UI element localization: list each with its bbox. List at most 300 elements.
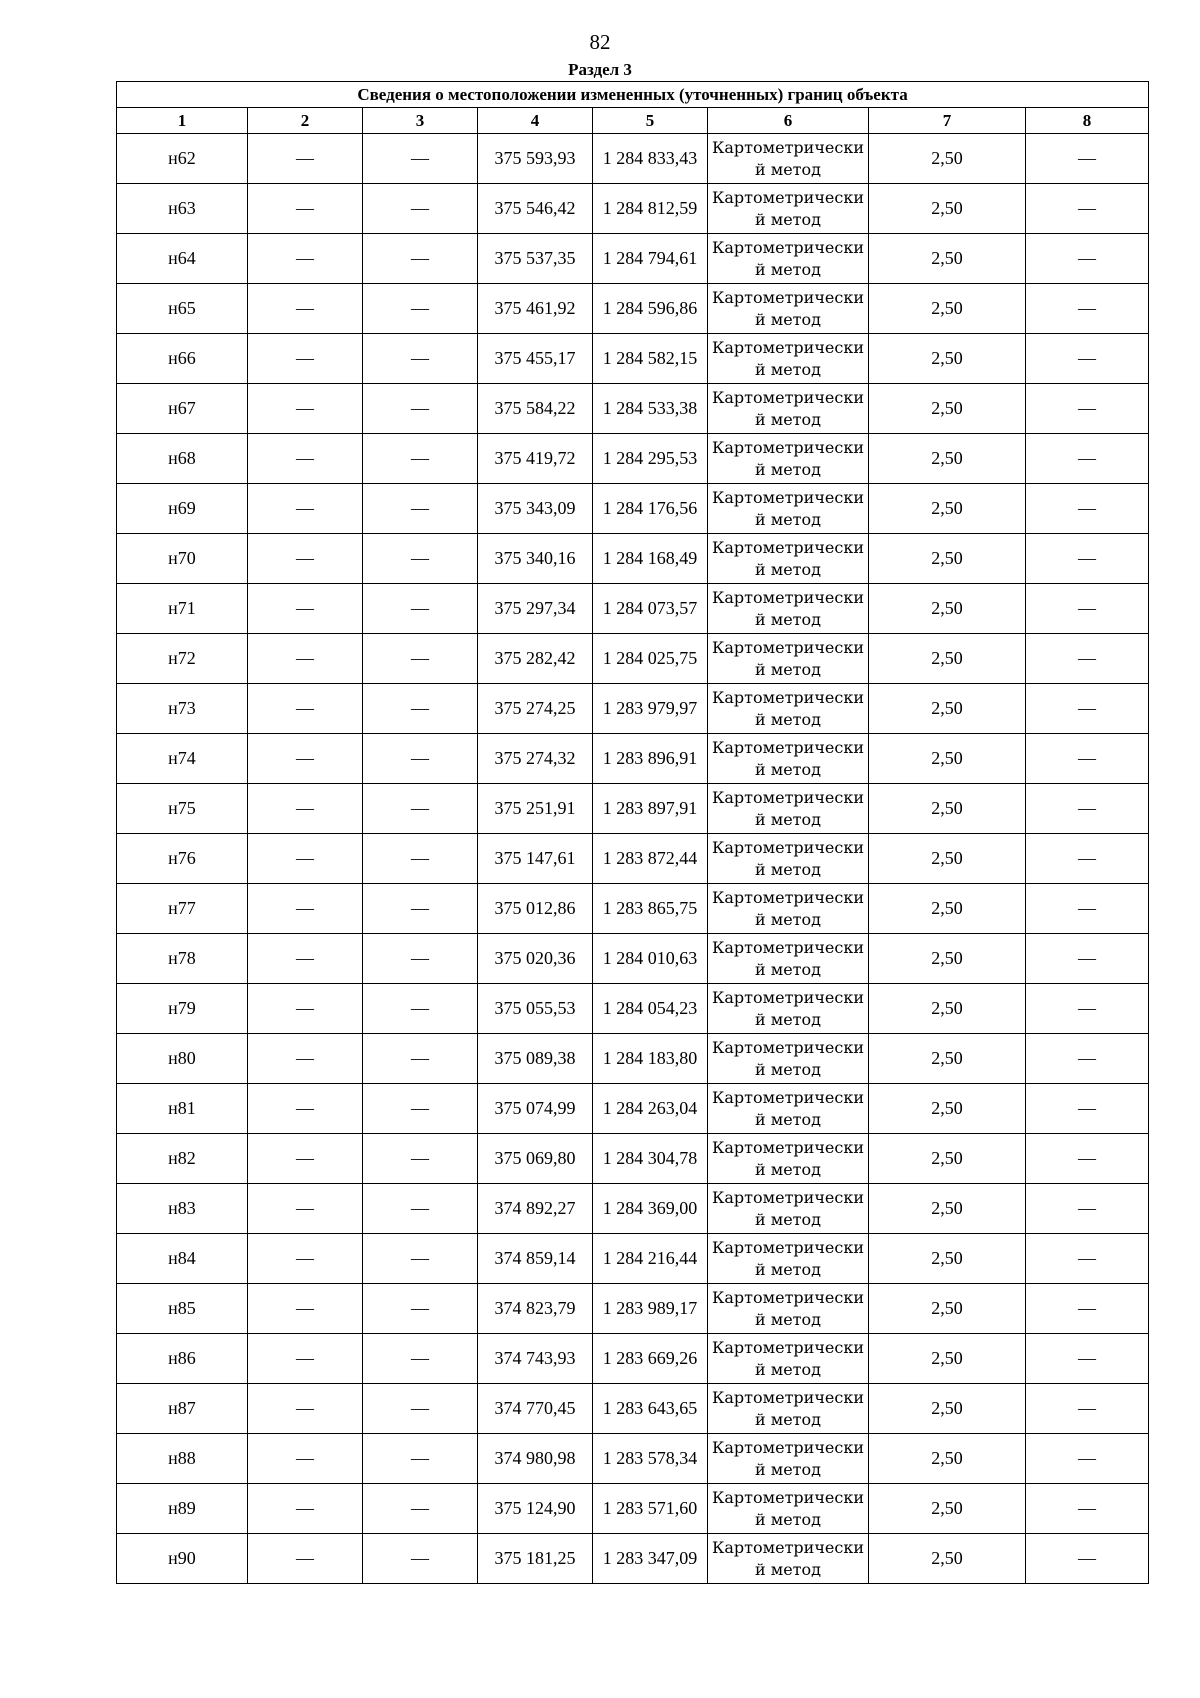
empty-value-cell: — xyxy=(363,1134,478,1184)
accuracy-cell: 2,50 xyxy=(869,984,1026,1034)
y-coordinate-cell: 1 284 833,43 xyxy=(593,134,708,184)
empty-value-cell: — xyxy=(1026,584,1149,634)
y-coordinate-cell: 1 283 896,91 xyxy=(593,734,708,784)
empty-value-cell: — xyxy=(363,784,478,834)
x-coordinate-cell: 374 743,93 xyxy=(478,1334,593,1384)
point-cell: н68 xyxy=(117,434,248,484)
x-coordinate-cell: 375 282,42 xyxy=(478,634,593,684)
method-text-line: Картометрически xyxy=(712,1237,864,1257)
method-text-line: Картометрически xyxy=(712,137,864,157)
accuracy-cell: 2,50 xyxy=(869,134,1026,184)
empty-value-cell: — xyxy=(1026,1484,1149,1534)
empty-value-cell: — xyxy=(1026,384,1149,434)
point-cell: н73 xyxy=(117,684,248,734)
empty-value-cell: — xyxy=(363,1334,478,1384)
empty-value-cell: — xyxy=(248,134,363,184)
method-cell xyxy=(708,1234,869,1284)
method-text-line: й метод xyxy=(755,1109,821,1129)
empty-value-cell: — xyxy=(1026,984,1149,1034)
empty-value-cell: — xyxy=(363,684,478,734)
empty-value-cell: — xyxy=(363,634,478,684)
method-text-line: й метод xyxy=(755,409,821,429)
empty-value-cell: — xyxy=(363,534,478,584)
y-coordinate-cell: 1 284 176,56 xyxy=(593,484,708,534)
accuracy-cell: 2,50 xyxy=(869,1084,1026,1134)
method-text-line: Картометрически xyxy=(712,437,864,457)
accuracy-cell: 2,50 xyxy=(869,1484,1026,1534)
empty-value-cell: — xyxy=(363,934,478,984)
method-text-line: й метод xyxy=(755,1559,821,1579)
table-row xyxy=(117,1034,1149,1084)
accuracy-cell: 2,50 xyxy=(869,634,1026,684)
method-text-line: й метод xyxy=(755,159,821,179)
point-cell: н79 xyxy=(117,984,248,1034)
point-cell: н83 xyxy=(117,1184,248,1234)
method-cell xyxy=(708,134,869,184)
table-row xyxy=(117,1534,1149,1584)
method-cell xyxy=(708,434,869,484)
column-header: 2 xyxy=(248,108,363,134)
empty-value-cell: — xyxy=(1026,284,1149,334)
empty-value-cell: — xyxy=(1026,1184,1149,1234)
point-cell: н85 xyxy=(117,1284,248,1334)
x-coordinate-cell: 375 074,99 xyxy=(478,1084,593,1134)
table-row xyxy=(117,834,1149,884)
x-coordinate-cell: 375 297,34 xyxy=(478,584,593,634)
y-coordinate-cell: 1 284 596,86 xyxy=(593,284,708,334)
x-coordinate-cell: 375 181,25 xyxy=(478,1534,593,1584)
method-text-line: Картометрически xyxy=(712,1187,864,1207)
empty-value-cell: — xyxy=(363,134,478,184)
empty-value-cell: — xyxy=(1026,184,1149,234)
x-coordinate-cell: 375 274,32 xyxy=(478,734,593,784)
empty-value-cell: — xyxy=(248,434,363,484)
point-cell: н81 xyxy=(117,1084,248,1134)
method-text-line: Картометрически xyxy=(712,1437,864,1457)
method-text-line: Картометрически xyxy=(712,837,864,857)
empty-value-cell: — xyxy=(1026,1084,1149,1134)
empty-value-cell: — xyxy=(1026,334,1149,384)
accuracy-cell: 2,50 xyxy=(869,1434,1026,1484)
accuracy-cell: 2,50 xyxy=(869,1534,1026,1584)
accuracy-cell: 2,50 xyxy=(869,484,1026,534)
method-text-line: й метод xyxy=(755,959,821,979)
y-coordinate-cell: 1 284 168,49 xyxy=(593,534,708,584)
table-row xyxy=(117,1384,1149,1434)
point-cell: н70 xyxy=(117,534,248,584)
empty-value-cell: — xyxy=(363,734,478,784)
empty-value-cell: — xyxy=(248,384,363,434)
y-coordinate-cell: 1 283 578,34 xyxy=(593,1434,708,1484)
empty-value-cell: — xyxy=(1026,1334,1149,1384)
empty-value-cell: — xyxy=(1026,884,1149,934)
table-row xyxy=(117,1334,1149,1384)
method-text-line: Картометрически xyxy=(712,1337,864,1357)
empty-value-cell: — xyxy=(248,284,363,334)
empty-value-cell: — xyxy=(363,1534,478,1584)
empty-value-cell: — xyxy=(1026,1284,1149,1334)
point-cell: н88 xyxy=(117,1434,248,1484)
point-cell: н65 xyxy=(117,284,248,334)
accuracy-cell: 2,50 xyxy=(869,1234,1026,1284)
empty-value-cell: — xyxy=(363,484,478,534)
y-coordinate-cell: 1 283 872,44 xyxy=(593,834,708,884)
table-row xyxy=(117,584,1149,634)
table-row xyxy=(117,1234,1149,1284)
x-coordinate-cell: 375 274,25 xyxy=(478,684,593,734)
method-text-line: Картометрически xyxy=(712,287,864,307)
point-cell: н63 xyxy=(117,184,248,234)
empty-value-cell: — xyxy=(248,1134,363,1184)
empty-value-cell: — xyxy=(248,734,363,784)
y-coordinate-cell: 1 283 989,17 xyxy=(593,1284,708,1334)
method-text-line: Картометрически xyxy=(712,1087,864,1107)
table-row xyxy=(117,734,1149,784)
method-text-line: Картометрически xyxy=(712,537,864,557)
x-coordinate-cell: 375 461,92 xyxy=(478,284,593,334)
x-coordinate-cell: 375 089,38 xyxy=(478,1034,593,1084)
method-text-line: Картометрически xyxy=(712,1387,864,1407)
method-cell xyxy=(708,1434,869,1484)
method-cell xyxy=(708,884,869,934)
empty-value-cell: — xyxy=(1026,1384,1149,1434)
empty-value-cell: — xyxy=(363,334,478,384)
method-text-line: й метод xyxy=(755,209,821,229)
point-cell: н66 xyxy=(117,334,248,384)
method-text-line: й метод xyxy=(755,309,821,329)
x-coordinate-cell: 375 020,36 xyxy=(478,934,593,984)
y-coordinate-cell: 1 284 183,80 xyxy=(593,1034,708,1084)
y-coordinate-cell: 1 283 643,65 xyxy=(593,1384,708,1434)
method-cell xyxy=(708,734,869,784)
point-cell: н74 xyxy=(117,734,248,784)
point-cell: н84 xyxy=(117,1234,248,1284)
y-coordinate-cell: 1 283 979,97 xyxy=(593,684,708,734)
accuracy-cell: 2,50 xyxy=(869,1134,1026,1184)
method-text-line: й метод xyxy=(755,759,821,779)
method-cell xyxy=(708,1084,869,1134)
accuracy-cell: 2,50 xyxy=(869,1184,1026,1234)
table-row xyxy=(117,484,1149,534)
table-row xyxy=(117,384,1149,434)
empty-value-cell: — xyxy=(1026,834,1149,884)
empty-value-cell: — xyxy=(1026,634,1149,684)
table-row xyxy=(117,134,1149,184)
x-coordinate-cell: 374 859,14 xyxy=(478,1234,593,1284)
accuracy-cell: 2,50 xyxy=(869,334,1026,384)
accuracy-cell: 2,50 xyxy=(869,284,1026,334)
method-cell xyxy=(708,934,869,984)
method-text-line: й метод xyxy=(755,1009,821,1029)
method-text-line: й метод xyxy=(755,609,821,629)
empty-value-cell: — xyxy=(363,1384,478,1434)
method-text-line: Картометрически xyxy=(712,487,864,507)
column-header: 1 xyxy=(117,108,248,134)
empty-value-cell: — xyxy=(248,584,363,634)
column-header: 6 xyxy=(708,108,869,134)
table-row xyxy=(117,534,1149,584)
empty-value-cell: — xyxy=(363,1234,478,1284)
empty-value-cell: — xyxy=(248,1284,363,1334)
accuracy-cell: 2,50 xyxy=(869,534,1026,584)
empty-value-cell: — xyxy=(363,1084,478,1134)
y-coordinate-cell: 1 284 794,61 xyxy=(593,234,708,284)
method-text-line: й метод xyxy=(755,1409,821,1429)
x-coordinate-cell: 375 584,22 xyxy=(478,384,593,434)
empty-value-cell: — xyxy=(248,984,363,1034)
method-cell xyxy=(708,984,869,1034)
point-cell: н80 xyxy=(117,1034,248,1084)
table-body xyxy=(117,134,1149,1584)
method-text-line: Картометрически xyxy=(712,737,864,757)
column-header: 4 xyxy=(478,108,593,134)
point-cell: н90 xyxy=(117,1534,248,1584)
x-coordinate-cell: 375 012,86 xyxy=(478,884,593,934)
table-row xyxy=(117,184,1149,234)
y-coordinate-cell: 1 284 054,23 xyxy=(593,984,708,1034)
point-cell: н64 xyxy=(117,234,248,284)
point-cell: н78 xyxy=(117,934,248,984)
y-coordinate-cell: 1 283 571,60 xyxy=(593,1484,708,1534)
y-coordinate-cell: 1 283 865,75 xyxy=(593,884,708,934)
accuracy-cell: 2,50 xyxy=(869,184,1026,234)
x-coordinate-cell: 375 055,53 xyxy=(478,984,593,1034)
table-row xyxy=(117,234,1149,284)
empty-value-cell: — xyxy=(1026,784,1149,834)
table-row xyxy=(117,284,1149,334)
method-text-line: й метод xyxy=(755,509,821,529)
y-coordinate-cell: 1 283 897,91 xyxy=(593,784,708,834)
method-text-line: Картометрически xyxy=(712,587,864,607)
table-row xyxy=(117,784,1149,834)
point-cell: н62 xyxy=(117,134,248,184)
method-text-line: Картометрически xyxy=(712,1287,864,1307)
point-cell: н76 xyxy=(117,834,248,884)
method-cell xyxy=(708,384,869,434)
y-coordinate-cell: 1 284 295,53 xyxy=(593,434,708,484)
empty-value-cell: — xyxy=(248,834,363,884)
method-cell xyxy=(708,334,869,384)
empty-value-cell: — xyxy=(363,1434,478,1484)
empty-value-cell: — xyxy=(248,1084,363,1134)
method-text-line: й метод xyxy=(755,459,821,479)
method-text-line: Картометрически xyxy=(712,637,864,657)
x-coordinate-cell: 375 340,16 xyxy=(478,534,593,584)
method-cell xyxy=(708,1284,869,1334)
method-text-line: й метод xyxy=(755,1359,821,1379)
method-text-line: Картометрически xyxy=(712,187,864,207)
column-header: 3 xyxy=(363,108,478,134)
method-text-line: й метод xyxy=(755,709,821,729)
method-text-line: й метод xyxy=(755,659,821,679)
method-text-line: й метод xyxy=(755,559,821,579)
empty-value-cell: — xyxy=(363,1184,478,1234)
empty-value-cell: — xyxy=(248,1184,363,1234)
empty-value-cell: — xyxy=(1026,1534,1149,1584)
point-cell: н86 xyxy=(117,1334,248,1384)
method-cell xyxy=(708,1134,869,1184)
x-coordinate-cell: 374 770,45 xyxy=(478,1384,593,1434)
method-cell xyxy=(708,1334,869,1384)
empty-value-cell: — xyxy=(248,1034,363,1084)
empty-value-cell: — xyxy=(363,384,478,434)
table-caption: Сведения о местоположении измененных (уточненных) границ объекта xyxy=(117,82,1149,108)
method-text-line: Картометрически xyxy=(712,887,864,907)
empty-value-cell: — xyxy=(1026,534,1149,584)
table-header-row xyxy=(117,108,1149,134)
x-coordinate-cell: 375 593,93 xyxy=(478,134,593,184)
empty-value-cell: — xyxy=(248,884,363,934)
method-cell xyxy=(708,834,869,884)
method-text-line: Картометрически xyxy=(712,1037,864,1057)
table-row xyxy=(117,334,1149,384)
method-cell xyxy=(708,1484,869,1534)
point-cell: н69 xyxy=(117,484,248,534)
point-cell: н89 xyxy=(117,1484,248,1534)
method-text-line: Картометрически xyxy=(712,337,864,357)
table-caption-row xyxy=(117,82,1149,108)
y-coordinate-cell: 1 284 812,59 xyxy=(593,184,708,234)
table-row xyxy=(117,884,1149,934)
empty-value-cell: — xyxy=(248,784,363,834)
method-cell xyxy=(708,1534,869,1584)
table-row xyxy=(117,1084,1149,1134)
method-text-line: Картометрически xyxy=(712,987,864,1007)
accuracy-cell: 2,50 xyxy=(869,234,1026,284)
empty-value-cell: — xyxy=(363,1034,478,1084)
method-text-line: Картометрически xyxy=(712,237,864,257)
column-header: 5 xyxy=(593,108,708,134)
accuracy-cell: 2,50 xyxy=(869,584,1026,634)
method-cell xyxy=(708,534,869,584)
method-text-line: й метод xyxy=(755,809,821,829)
empty-value-cell: — xyxy=(1026,1234,1149,1284)
y-coordinate-cell: 1 284 010,63 xyxy=(593,934,708,984)
empty-value-cell: — xyxy=(248,1334,363,1384)
method-text-line: й метод xyxy=(755,1509,821,1529)
y-coordinate-cell: 1 284 533,38 xyxy=(593,384,708,434)
empty-value-cell: — xyxy=(363,834,478,884)
accuracy-cell: 2,50 xyxy=(869,1034,1026,1084)
empty-value-cell: — xyxy=(248,334,363,384)
empty-value-cell: — xyxy=(1026,1134,1149,1184)
x-coordinate-cell: 375 537,35 xyxy=(478,234,593,284)
y-coordinate-cell: 1 284 304,78 xyxy=(593,1134,708,1184)
table-row xyxy=(117,1184,1149,1234)
x-coordinate-cell: 375 343,09 xyxy=(478,484,593,534)
point-cell: н67 xyxy=(117,384,248,434)
empty-value-cell: — xyxy=(248,184,363,234)
y-coordinate-cell: 1 284 073,57 xyxy=(593,584,708,634)
method-text-line: Картометрически xyxy=(712,937,864,957)
table-row xyxy=(117,434,1149,484)
empty-value-cell: — xyxy=(248,534,363,584)
empty-value-cell: — xyxy=(248,484,363,534)
empty-value-cell: — xyxy=(248,234,363,284)
method-text-line: й метод xyxy=(755,909,821,929)
table-row xyxy=(117,684,1149,734)
page-number: 82 xyxy=(589,30,611,54)
empty-value-cell: — xyxy=(363,1484,478,1534)
point-cell: н71 xyxy=(117,584,248,634)
empty-value-cell: — xyxy=(1026,234,1149,284)
empty-value-cell: — xyxy=(363,184,478,234)
point-cell: н75 xyxy=(117,784,248,834)
empty-value-cell: — xyxy=(248,1484,363,1534)
y-coordinate-cell: 1 284 582,15 xyxy=(593,334,708,384)
accuracy-cell: 2,50 xyxy=(869,884,1026,934)
empty-value-cell: — xyxy=(363,584,478,634)
empty-value-cell: — xyxy=(1026,734,1149,784)
method-text-line: й метод xyxy=(755,1059,821,1079)
y-coordinate-cell: 1 284 369,00 xyxy=(593,1184,708,1234)
y-coordinate-cell: 1 284 025,75 xyxy=(593,634,708,684)
y-coordinate-cell: 1 284 263,04 xyxy=(593,1084,708,1134)
empty-value-cell: — xyxy=(248,1234,363,1284)
method-cell xyxy=(708,1384,869,1434)
method-cell xyxy=(708,634,869,684)
method-text-line: й метод xyxy=(755,1209,821,1229)
method-text-line: Картометрически xyxy=(712,1137,864,1157)
empty-value-cell: — xyxy=(1026,434,1149,484)
empty-value-cell: — xyxy=(1026,934,1149,984)
x-coordinate-cell: 375 251,91 xyxy=(478,784,593,834)
method-text-line: й метод xyxy=(755,1459,821,1479)
method-cell xyxy=(708,584,869,634)
method-text-line: Картометрически xyxy=(712,1487,864,1507)
method-text-line: й метод xyxy=(755,259,821,279)
empty-value-cell: — xyxy=(363,884,478,934)
method-cell xyxy=(708,284,869,334)
empty-value-cell: — xyxy=(1026,134,1149,184)
accuracy-cell: 2,50 xyxy=(869,684,1026,734)
table-row xyxy=(117,984,1149,1034)
point-cell: н77 xyxy=(117,884,248,934)
x-coordinate-cell: 375 124,90 xyxy=(478,1484,593,1534)
accuracy-cell: 2,50 xyxy=(869,1334,1026,1384)
method-text-line: й метод xyxy=(755,859,821,879)
table-row xyxy=(117,1484,1149,1534)
point-cell: н87 xyxy=(117,1384,248,1434)
accuracy-cell: 2,50 xyxy=(869,834,1026,884)
x-coordinate-cell: 375 455,17 xyxy=(478,334,593,384)
empty-value-cell: — xyxy=(248,684,363,734)
method-cell xyxy=(708,684,869,734)
x-coordinate-cell: 374 892,27 xyxy=(478,1184,593,1234)
method-cell xyxy=(708,234,869,284)
accuracy-cell: 2,50 xyxy=(869,384,1026,434)
empty-value-cell: — xyxy=(363,284,478,334)
y-coordinate-cell: 1 284 216,44 xyxy=(593,1234,708,1284)
method-text-line: Картометрически xyxy=(712,687,864,707)
accuracy-cell: 2,50 xyxy=(869,934,1026,984)
method-text-line: й метод xyxy=(755,359,821,379)
empty-value-cell: — xyxy=(363,434,478,484)
x-coordinate-cell: 375 546,42 xyxy=(478,184,593,234)
empty-value-cell: — xyxy=(1026,1034,1149,1084)
column-header: 7 xyxy=(869,108,1026,134)
empty-value-cell: — xyxy=(248,1384,363,1434)
accuracy-cell: 2,50 xyxy=(869,1284,1026,1334)
empty-value-cell: — xyxy=(363,234,478,284)
empty-value-cell: — xyxy=(363,984,478,1034)
method-cell xyxy=(708,1184,869,1234)
method-text-line: Картометрически xyxy=(712,787,864,807)
table-row xyxy=(117,1134,1149,1184)
x-coordinate-cell: 375 419,72 xyxy=(478,434,593,484)
method-text-line: Картометрически xyxy=(712,387,864,407)
method-text-line: Картометрически xyxy=(712,1537,864,1557)
